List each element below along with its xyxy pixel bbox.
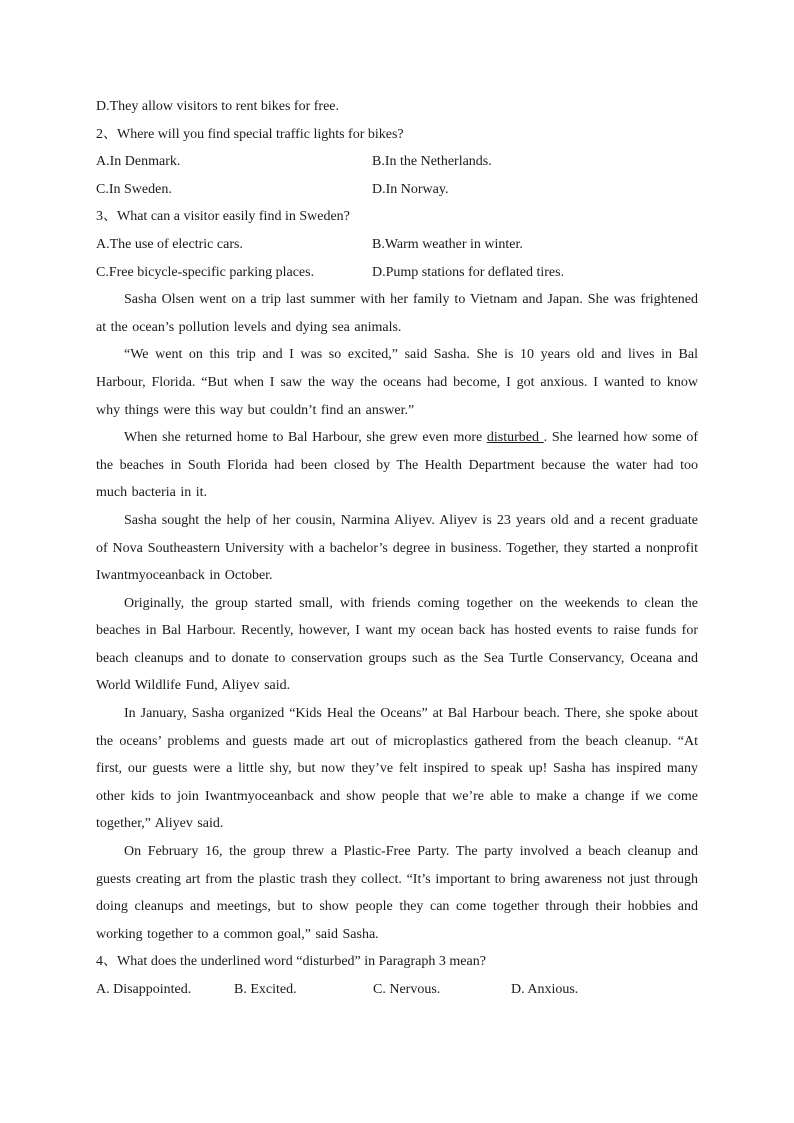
paragraph-3-text-before: When she returned home to Bal Harbour, she grew even more bbox=[124, 430, 487, 446]
passage-paragraph-6: In January, Sasha organized “Kids Heal the Oceans” at Bal Harbour beach. There, she spoke about the oceans’ problems and guests made art out of microplastics gathered from the beach cleanup. “At first, our guests were a little shy, but now they’ve felt inspired to speak up! Sasha has inspired many other kids to join Iwantmyoceanback and show people that we’re able to make a change if we come together,” Aliyev said. bbox=[96, 706, 698, 832]
question-2-option-a: A.In Denmark. bbox=[96, 154, 181, 170]
question-4-option-b: B. Excited. bbox=[234, 982, 297, 997]
paragraph-3-text-after: . She learned how some of the beaches in South Florida had been closed by The Health Department because the water had too much bacteria in it. bbox=[96, 430, 698, 501]
question-4-options bbox=[96, 976, 698, 1004]
underlined-word-disturbed: disturbed bbox=[486, 430, 544, 446]
passage-paragraph-2: “We went on this trip and I was so excited,” said Sasha. She is 10 years old and lives in Bal Harbour, Florida. “But when I saw the way the oceans had become, I got anxious. I wanted to know why things were this way but couldn’t find an answer.” bbox=[96, 347, 698, 418]
passage-paragraph-5: Originally, the group started small, with friends coming together on the weekends to clean the beaches in Bal Harbour. Recently, however, I want my ocean back has hosted events to raise funds for beach cleanups and to donate to conservation groups such as the Sea Turtle Conservancy, Oceana and World Wildlife Fund, Aliyev said. bbox=[96, 595, 698, 694]
question-2-option-d: D.In Norway. bbox=[372, 181, 449, 197]
question-2-options-row-2 bbox=[96, 176, 698, 204]
question-4-option-c: C. Nervous. bbox=[373, 982, 441, 997]
question-3-option-a: A.The use of electric cars. bbox=[96, 236, 243, 252]
question-2: 2、Where will you find special traffic lights for bikes? bbox=[96, 126, 404, 142]
question-3-option-d: D.Pump stations for deflated tires. bbox=[372, 264, 565, 280]
question-3-option-b: B.Warm weather in winter. bbox=[372, 236, 523, 252]
question-3-options-row-1 bbox=[96, 231, 698, 259]
passage-paragraph-4: Sasha sought the help of her cousin, Narmina Aliyev. Aliyev is 23 years old and a recent graduate of Nova Southeastern University with a bachelor’s degree in business. Together, they started a nonprofit Iwantmyoceanback in October. bbox=[96, 512, 698, 584]
question-2-options-row-1 bbox=[96, 148, 698, 176]
document-page bbox=[96, 93, 698, 1004]
question-4-option-d: D. Anxious. bbox=[511, 982, 579, 997]
question-3-option-c: C.Free bicycle-specific parking places. bbox=[96, 264, 315, 280]
question-2-option-b: B.In the Netherlands. bbox=[372, 154, 492, 170]
question-3: 3、What can a visitor easily find in Sweden? bbox=[96, 209, 350, 225]
question-4-option-a: A. Disappointed. bbox=[96, 982, 192, 997]
question-4: 4、What does the underlined word “disturbed” in Paragraph 3 mean? bbox=[96, 954, 486, 970]
question-3-options-row-2 bbox=[96, 259, 698, 287]
passage-paragraph-7: On February 16, the group threw a Plastic-Free Party. The party involved a beach cleanup and guests creating art from the plastic trash they collect. “It’s important to bring awareness not just through doing cleanups and meetings, but to show people they can come together through their hobbies and working together to a common goal,” said Sasha. bbox=[96, 844, 698, 942]
passage-paragraph-3 bbox=[96, 424, 698, 507]
passage-paragraph-1: Sasha Olsen went on a trip last summer with her family to Vietnam and Japan. She was frightened at the ocean’s pollution levels and dying sea animals. bbox=[96, 292, 698, 335]
q1-option-d: D.They allow visitors to rent bikes for free. bbox=[96, 99, 339, 114]
question-2-option-c: C.In Sweden. bbox=[96, 181, 172, 197]
